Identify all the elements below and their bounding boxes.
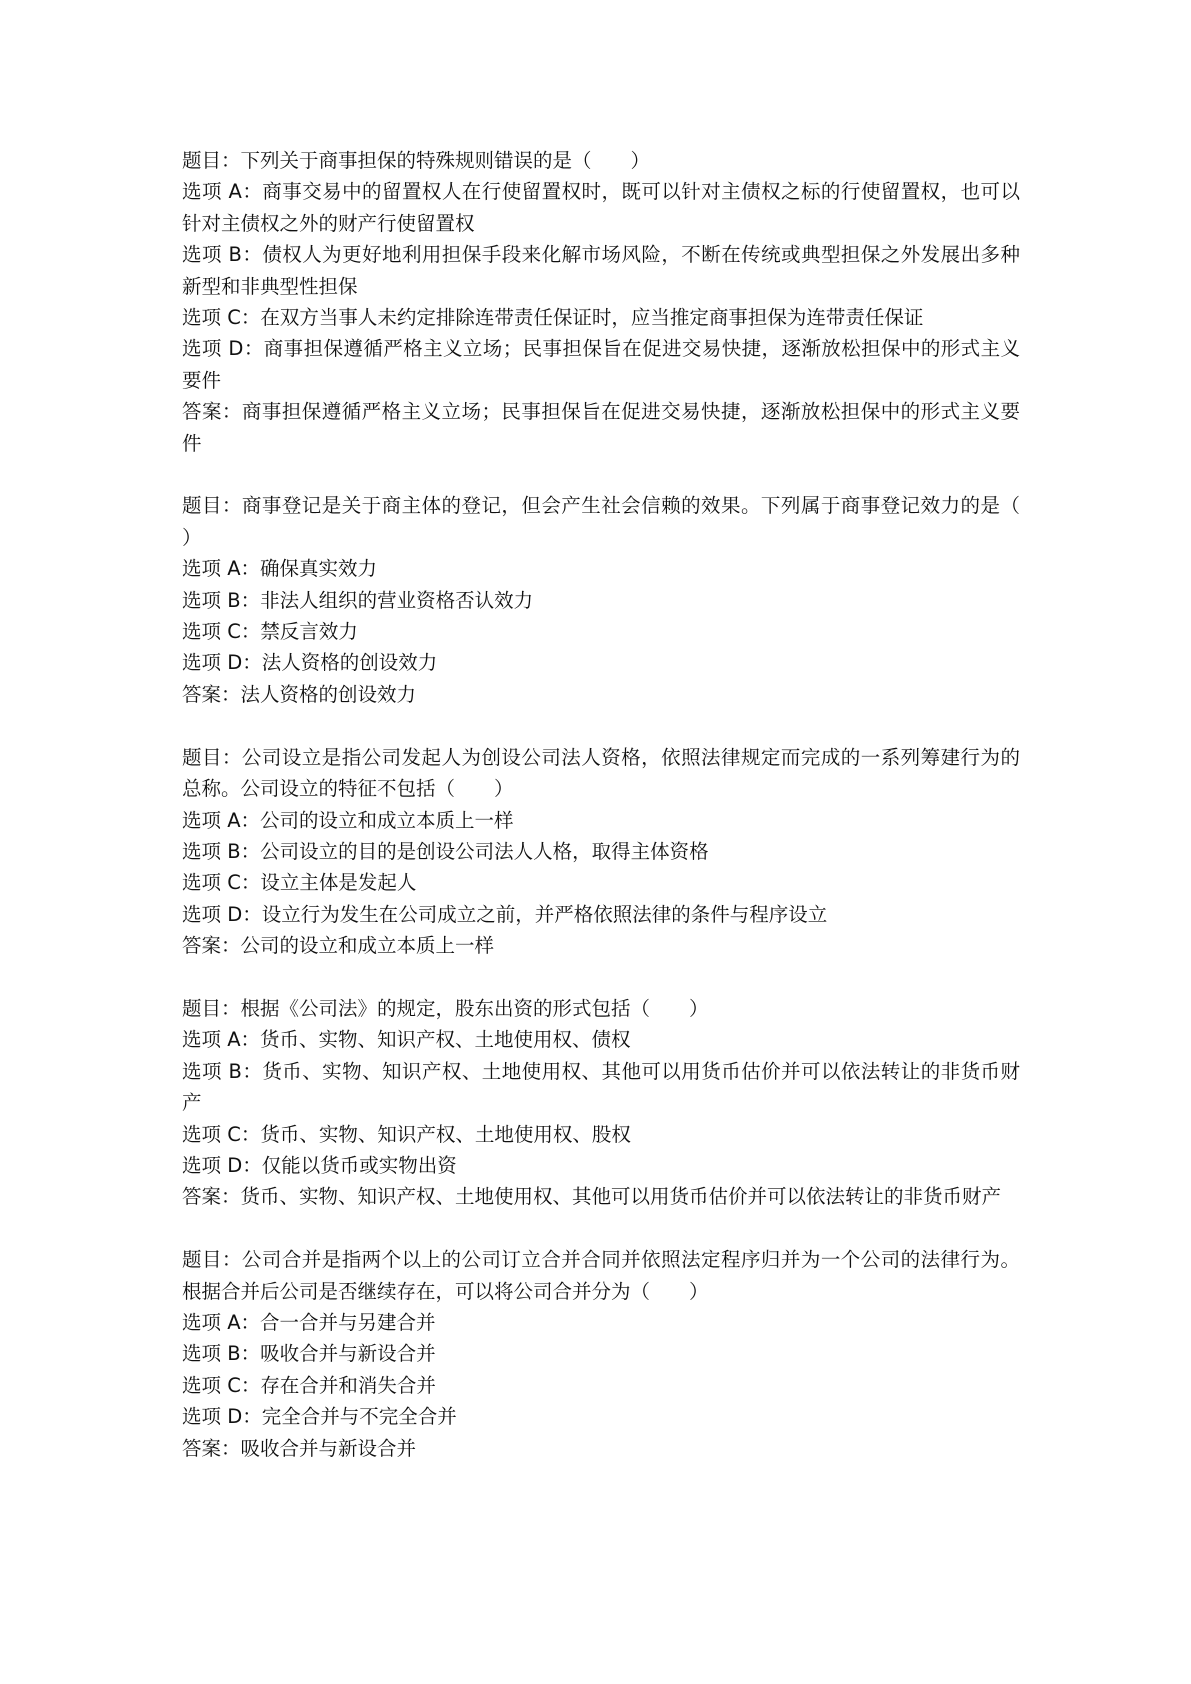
option-a: 选项 A：商事交易中的留置权人在行使留置权时，既可以针对主债权之标的行使留置权，也可以针对主债权之外的财产行使留置权 [182,180,1020,235]
option-b: 选项 B：公司设立的目的是创设公司法人人格，取得主体资格 [182,839,709,863]
question-text: 题目：公司设立是指公司发起人为创设公司法人资格，依照法律规定而完成的一系列筹建行为的总称。公司设立的特征不包括（ ） [182,745,1020,801]
question-text: 题目：根据《公司法》的规定，股东出资的形式包括（ ） [182,996,709,1020]
answer-text: 答案：商事担保遵循严格主义立场；民事担保旨在促进交易快捷，逐渐放松担保中的形式主义要件 [182,400,1020,455]
option-d: 选项 D：设立行为发生在公司成立之前，并严格依照法律的条件与程序设立 [182,902,828,926]
option-d: 选项 D：法人资格的创设效力 [182,651,438,675]
question-block-3 [182,742,1020,962]
question-text: 题目：下列关于商事担保的特殊规则错误的是（ ） [182,149,651,172]
option-c: 选项 C：禁反言效力 [182,620,358,644]
question-block-1 [182,145,1020,459]
answer-text: 答案：货币、实物、知识产权、土地使用权、其他可以用货币估价并可以依法转让的非货币财产 [182,1185,1002,1209]
question-text: 题目：商事登记是关于商主体的登记，但会产生社会信赖的效果。下列属于商事登记效力的是（ ） [182,494,1060,549]
question-list [182,145,1060,1495]
option-b: 选项 B：债权人为更好地利用担保手段来化解市场风险，不断在传统或典型担保之外发展出多种新型和非典型性担保 [182,243,1020,298]
question-block-5 [182,1244,1020,1464]
option-a: 选项 A：确保真实效力 [182,557,378,581]
option-d: 选项 D：完全合并与不完全合并 [182,1405,457,1429]
option-a: 选项 A：货币、实物、知识产权、土地使用权、债权 [182,1028,631,1052]
option-d: 选项 D：商事担保遵循严格主义立场；民事担保旨在促进交易快捷，逐渐放松担保中的形式主义要件 [182,337,1020,392]
option-c: 选项 C：存在合并和消失合并 [182,1373,436,1397]
option-c: 选项 C：货币、实物、知识产权、土地使用权、股权 [182,1122,631,1146]
option-d: 选项 D：仅能以货币或实物出资 [182,1153,457,1177]
question-text: 题目：公司合并是指两个以上的公司订立合并合同并依照法定程序归并为一个公司的法律行为。根据合并后公司是否继续存在，可以将公司合并分为（ ） [182,1248,1020,1303]
option-b: 选项 B：吸收合并与新设合并 [182,1342,436,1366]
option-a: 选项 A：公司的设立和成立本质上一样 [182,808,514,832]
option-b: 选项 B：货币、实物、知识产权、土地使用权、其他可以用货币估价并可以依法转让的非货币财产 [182,1059,1020,1115]
question-block-2 [182,490,1060,710]
option-c: 选项 C：设立主体是发起人 [182,871,417,895]
answer-text: 答案：法人资格的创设效力 [182,682,417,706]
option-b: 选项 B：非法人组织的营业资格否认效力 [182,588,534,612]
option-a: 选项 A：合一合并与另建合并 [182,1310,436,1334]
option-c: 选项 C：在双方当事人未约定排除连带责任保证时，应当推定商事担保为连带责任保证 [182,306,924,330]
answer-text: 答案：公司的设立和成立本质上一样 [182,934,495,958]
question-block-4 [182,993,1020,1213]
answer-text: 答案：吸收合并与新设合并 [182,1436,417,1460]
